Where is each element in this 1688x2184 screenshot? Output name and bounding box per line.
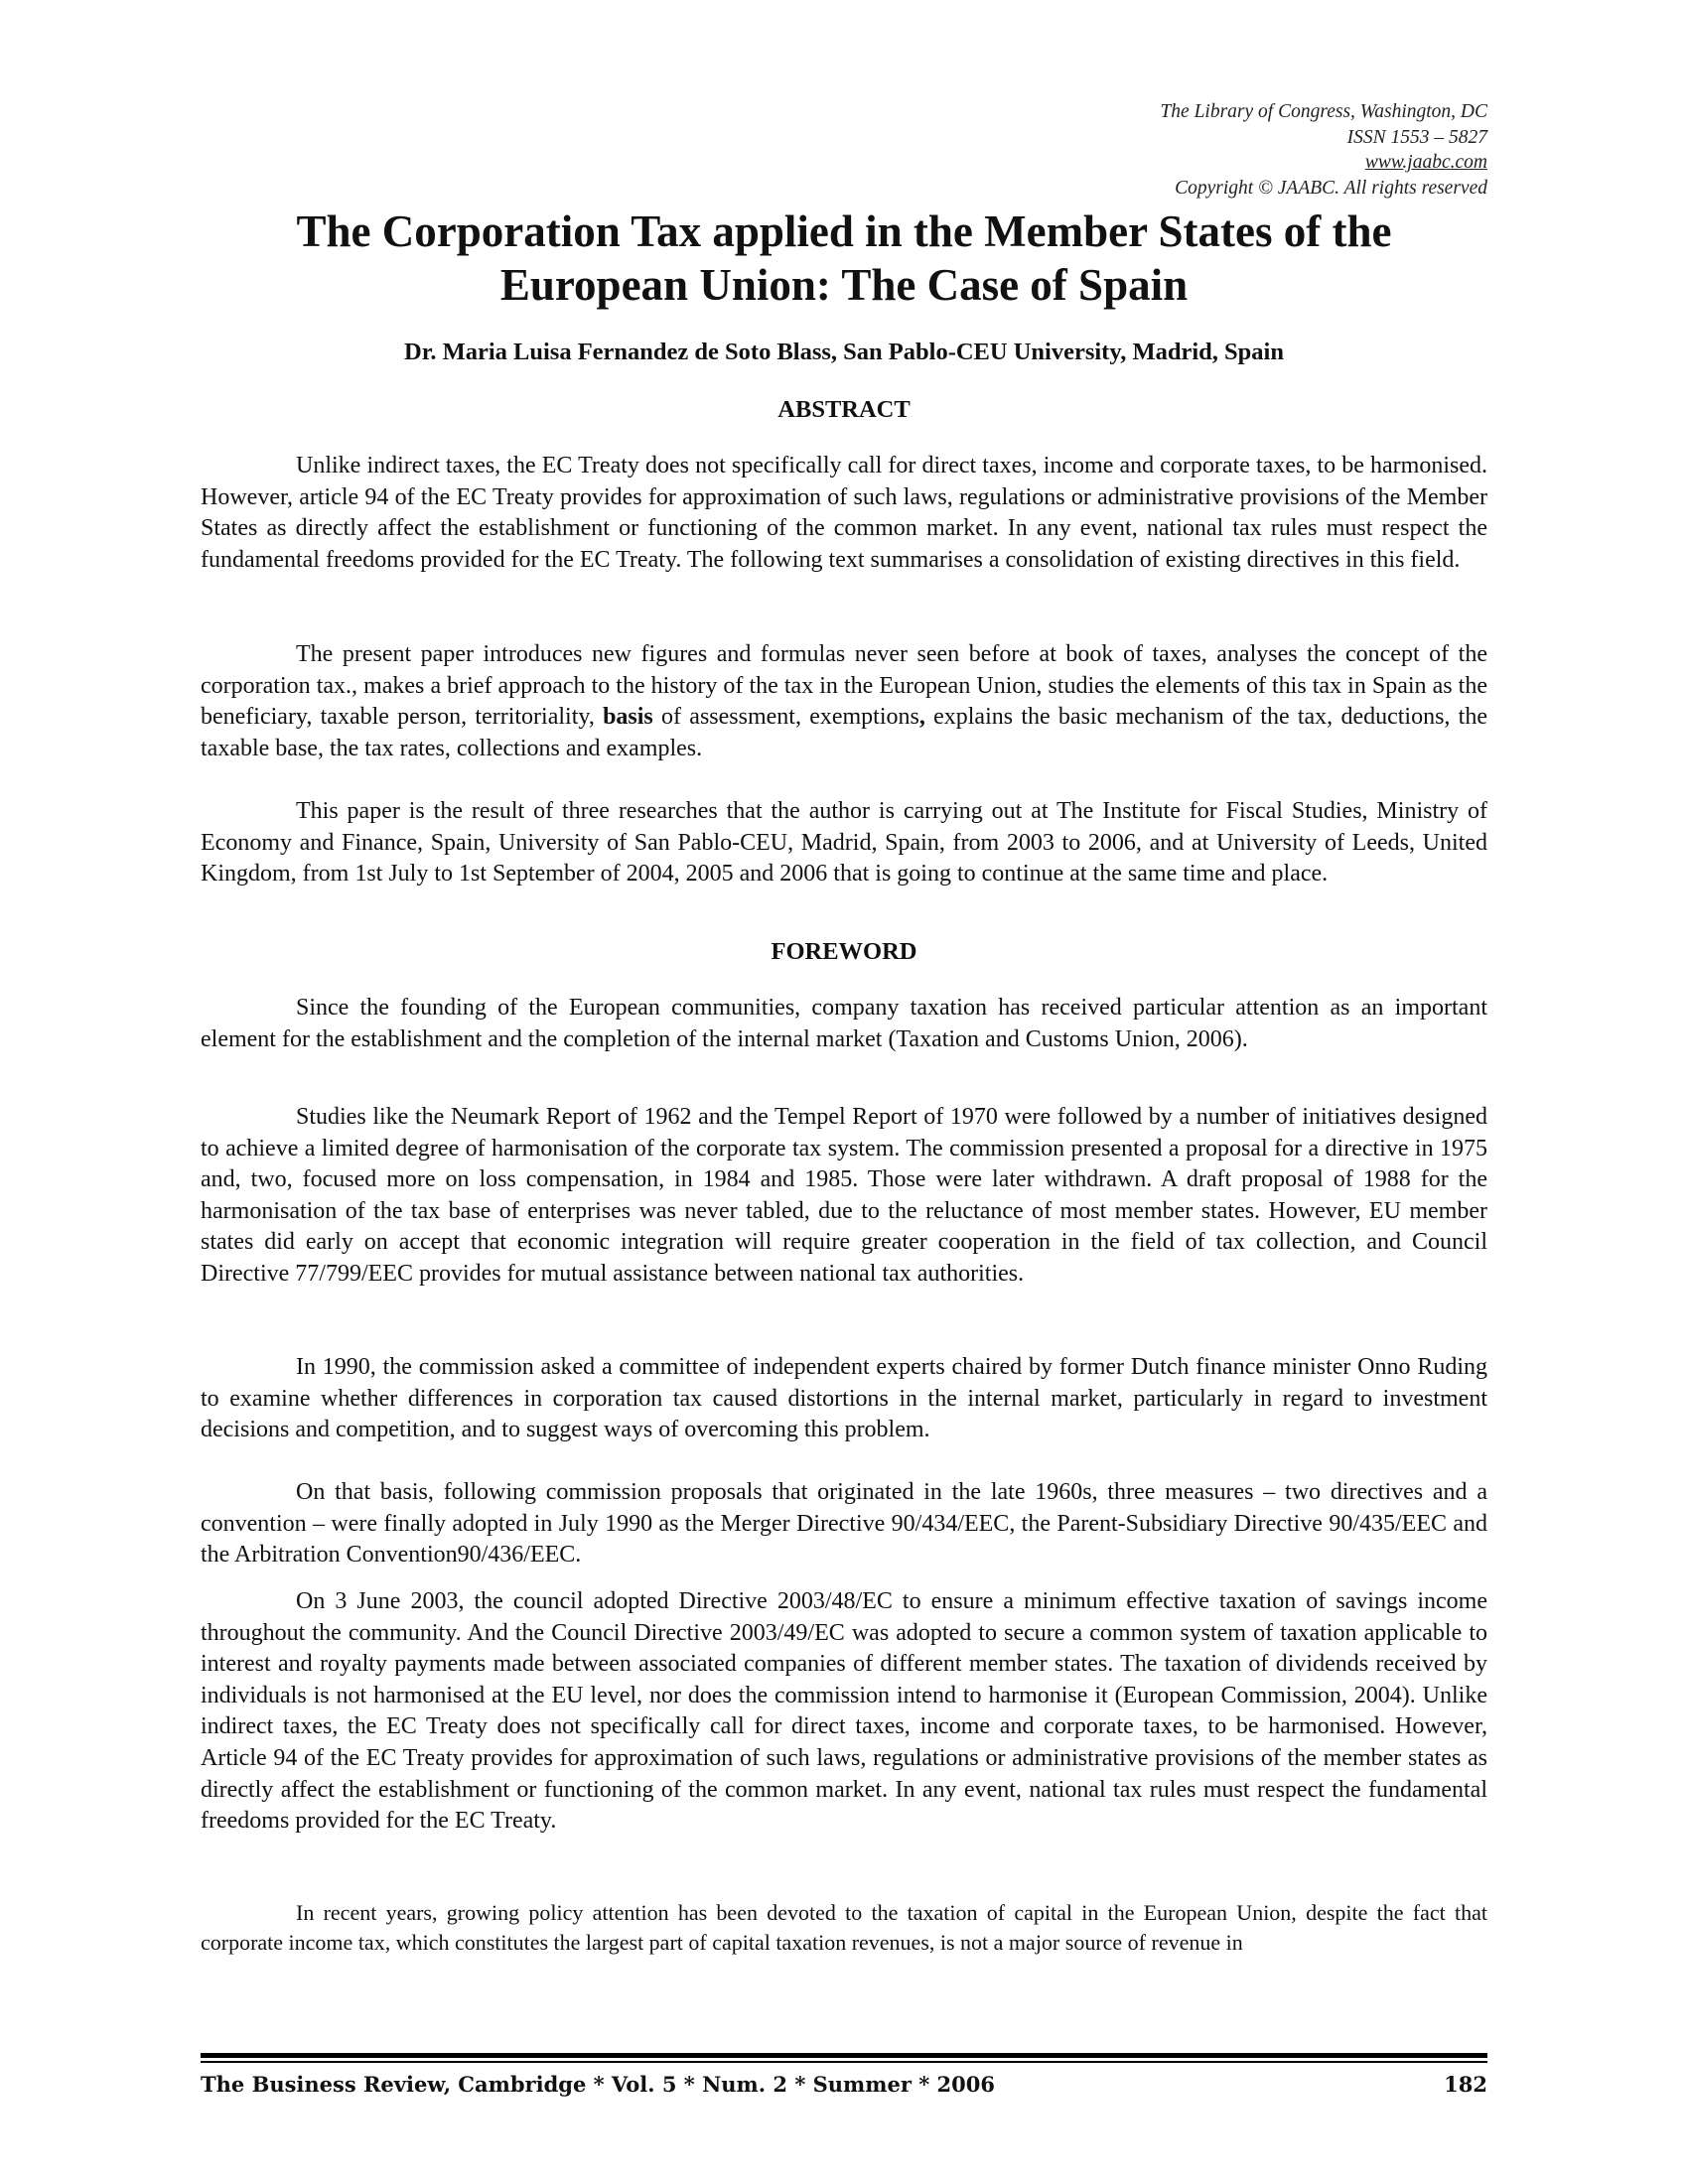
website-link[interactable]: www.jaabc.com <box>1364 152 1487 173</box>
abstract-heading: ABSTRACT <box>777 396 911 423</box>
foreword-paragraph-3: In 1990, the commission asked a committee of independent experts chaired by former Dutch finance minister Onno Ruding to examine whether differences in corporation tax caused distortions in the internal market, particularly in regard to investment decisions and competition, and to suggest ways of overcoming this problem. <box>201 1354 1487 1443</box>
author-line: Dr. Maria Luisa Fernandez de Soto Blass, San Pablo-CEU University, Madrid, Spain <box>404 339 1284 365</box>
footer-rule-thin <box>201 2061 1487 2063</box>
paper-title: The Corporation Tax applied in the Member States of the European Union: The Case of Spain <box>296 206 1392 310</box>
page-footer <box>201 2069 1487 2101</box>
issn-line: ISSN 1553 – 5827 <box>1346 126 1487 148</box>
footer-rule <box>201 2053 1487 2058</box>
foreword-paragraph-2: Studies like the Neumark Report of 1962 and the Tempel Report of 1970 were followed by a number of initiatives designed to achieve a limited degree of harmonisation of the corporate tax system. The commission presented a proposal for a directive in 1975 and, two, focused more on loss compensation, in 1984 and 1985. Those were later withdrawn. A draft proposal of 1988 for the harmonisation of the tax base of enterprises was never tabled, due to the reluctance of most member states. However, EU member states did early on accept that economic integration will require greater cooperation in the field of tax collection, and Council Directive 77/799/EEC provides for mutual assistance between national tax authorities. <box>201 1104 1487 1287</box>
journal-citation: The Business Review, Cambridge * Vol. 5 * Num. 2 * Summer * 2006 <box>201 2072 995 2097</box>
page-number: 182 <box>1444 2072 1487 2097</box>
foreword-paragraph-6: In recent years, growing policy attention has been devoted to the taxation of capital in the European Union, despite the fact that corporate income tax, which constitutes the largest part of capital taxation revenues, is not a major source of revenue in <box>201 1900 1487 1955</box>
abstract-paragraph-1: Unlike indirect taxes, the EC Treaty does not specifically call for direct taxes, income and corporate taxes, to be harmonised. However, article 94 of the EC Treaty provides for approximation of such laws, regulations or administrative provisions of the Member States as directly affect the establishment or functioning of the common market. In any event, national tax rules must respect the fundamental freedoms provided for the EC Treaty. The following text summarises a consolidation of existing directives in this field. <box>201 453 1487 573</box>
abstract-paragraph-2: The present paper introduces new figures and formulas never seen before at book of taxes, analyses the concept of the corporation tax., makes a brief approach to the history of the tax in the European Union, studies the elements of this tax in Spain as the beneficiary, taxable person, territoriality, basis of assessment, exemptions, explains the basic mechanism of the tax, deductions, the taxable base, the tax rates, collections and examples. <box>201 641 1487 761</box>
publication-info <box>1160 99 1487 201</box>
abstract-paragraph-3: This paper is the result of three researches that the author is carrying out at The Institute for Fiscal Studies, Ministry of Economy and Finance, Spain, University of San Pablo-CEU, Madrid, Spain, from 2003 to 2006, and at University of Leeds, United Kingdom, from 1st July to 1st September of 2004, 2005 and 2006 that is going to continue at the same time and place. <box>201 798 1487 887</box>
paper-page <box>201 0 1487 2184</box>
foreword-paragraph-1: Since the founding of the European communities, company taxation has received particular attention as an important element for the establishment and the completion of the internal market (Taxation and Customs Union, 2006). <box>201 995 1487 1052</box>
foreword-paragraph-4: On that basis, following commission proposals that originated in the late 1960s, three measures – two directives and a convention – were finally adopted in July 1990 as the Merger Directive 90/434/EEC, the Parent-Subsidiary Directive 90/435/EEC and the Arbitration Convention90/436/EEC. <box>201 1479 1487 1569</box>
library-line: The Library of Congress, Washington, DC <box>1160 101 1487 122</box>
foreword-heading: FOREWORD <box>771 938 917 965</box>
foreword-paragraph-5: On 3 June 2003, the council adopted Directive 2003/48/EC to ensure a minimum effective taxation of savings income throughout the community. And the Council Directive 2003/49/EC was adopted to secure a common system of taxation applicable to interest and royalty payments made between associated companies of different member states. The taxation of dividends received by individuals is not harmonised at the EU level, nor does the commission intend to harmonise it (European Commission, 2004). Unlike indirect taxes, the EC Treaty does not specifically call for direct taxes, income and corporate taxes, to be harmonised. However, Article 94 of the EC Treaty provides for approximation of such laws, regulations or administrative provisions of the member states as directly affect the establishment or functioning of the common market. In any event, national tax rules must respect the fundamental freedoms provided for the EC Treaty. <box>201 1588 1487 1835</box>
copyright-line: Copyright © JAABC. All rights reserved <box>1175 177 1487 199</box>
